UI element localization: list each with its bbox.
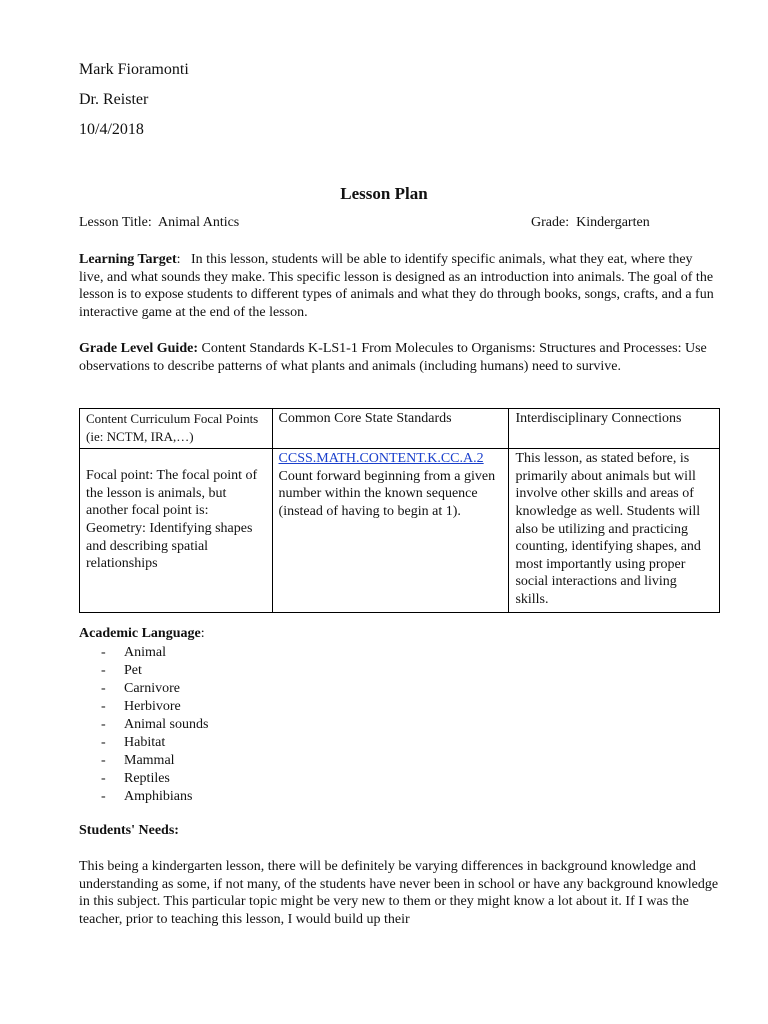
table-header: Common Core State Standards xyxy=(272,409,509,449)
academic-language-list xyxy=(79,644,208,806)
grade-level-guide xyxy=(79,340,719,375)
page-title: Lesson Plan xyxy=(340,184,428,203)
document-date: 10/4/2018 xyxy=(79,121,144,138)
list-item: - Herbivore xyxy=(79,698,208,716)
grade-level-guide-label: Grade Level Guide: xyxy=(79,341,198,356)
table-cell-focal-point: Focal point: The focal point of the lesson is animals, but another focal point is: Geometry: Identifying shapes and describing spatial relationships xyxy=(80,449,273,612)
table-cell-standards xyxy=(272,449,509,612)
grade-label: Grade: xyxy=(531,215,570,230)
standard-text: Count forward beginning from a given number within the known sequence (instead of having to begin at 1). xyxy=(278,468,496,519)
table-header: Content Curriculum Focal Points (ie: NCTM, IRA,…) xyxy=(80,409,273,449)
grade-value: Kindergarten xyxy=(576,215,650,230)
standard-link[interactable]: CCSS.MATH.CONTENT.K.CC.A.2 xyxy=(278,451,484,467)
students-needs-heading: Students' Needs: xyxy=(79,823,179,838)
table-header-row xyxy=(80,409,720,449)
list-item: - Animal sounds xyxy=(79,716,208,734)
grade-level-guide-text: Content Standards K-LS1-1 From Molecules to Organisms: Structures and Processes: Use observations to describe patterns of what plants and animals (including humans) need to survive. xyxy=(79,341,707,374)
academic-language-label: Academic Language xyxy=(79,626,201,641)
learning-target-label: Learning Target xyxy=(79,252,177,267)
list-item: - Carnivore xyxy=(79,680,208,698)
list-item: - Animal xyxy=(79,644,208,662)
table-cell-connections: This lesson, as stated before, is primarily about animals but will involve other skills and areas of knowledge as well. Students will also be utilizing and practicing counting, identifying shapes, and most importantly using proper social interactions and living skills. xyxy=(509,449,720,612)
lesson-title-row xyxy=(79,215,239,231)
table-header: Interdisciplinary Connections xyxy=(509,409,720,449)
standards-table xyxy=(79,408,720,613)
list-item: - Amphibians xyxy=(79,788,208,806)
students-needs-text: This being a kindergarten lesson, there will be definitely be varying differences in background knowledge and understanding as some, if not many, of the students have never been in school or have any background knowledge in this subject. This particular topic might be very new to them or they might know a lot about it. If I was the teacher, prior to teaching this lesson, I would build up their xyxy=(79,859,719,927)
list-item: - Reptiles xyxy=(79,770,208,788)
list-item: - Mammal xyxy=(79,752,208,770)
list-item: - Habitat xyxy=(79,734,208,752)
lesson-title-value: Animal Antics xyxy=(157,215,240,230)
instructor-name: Dr. Reister xyxy=(79,91,149,108)
author-name: Mark Fioramonti xyxy=(79,61,189,78)
list-item: - Pet xyxy=(79,662,208,680)
learning-target-text: In this lesson, students will be able to identify specific animals, what they eat, where they live, and what sounds they make. This specific lesson is designed as an introduction into animals. The goal of the lesson is to expose students to different types of animals and what they do through books, songs, crafts, and a fun interactive game at the end of the lesson. xyxy=(79,252,714,320)
lesson-title-label: Lesson Title: xyxy=(79,215,152,230)
table-row xyxy=(80,449,720,612)
learning-target: Learning Target: In this lesson, students will be able to identify specific animals, what they eat, where they live, and what sounds they make. This specific lesson is designed as an introduction into animals. The goal of the lesson is to expose students to different types of animals and what they do through books, songs, crafts, and a fun interactive game at the end of the lesson. xyxy=(79,252,714,320)
academic-language-heading: Academic Language: xyxy=(79,626,205,641)
grade-row xyxy=(531,215,650,231)
